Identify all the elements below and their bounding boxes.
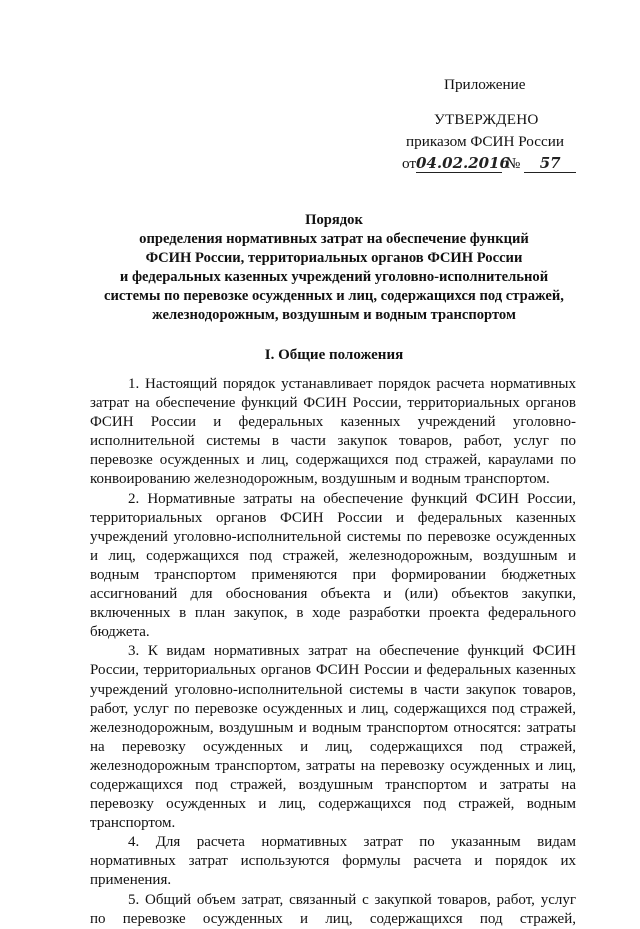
- document-title: [84, 211, 584, 325]
- date-prefix: от: [402, 155, 417, 172]
- approval-block: [392, 74, 602, 175]
- paragraph-2: 2. Нормативные затраты на обеспечение функций ФСИН России, территориальных органов ФСИН России и федеральных казенных учреждений уголовно-исполнительной системы по перевозке осужденных и лиц, содержащихся под стражей, железнодорожным, воздушным и водным транспортом применяются при формировании бюджетных ассигнований для обоснования объекта и (или) объектов закупки, включенных в план закупок, в ходе разработки проекта федерального бюджета.: [90, 490, 576, 641]
- paragraph-5: 5. Общий объем затрат, связанный с закупкой товаров, работ, услуг по перевозке осужденных и лиц, содержащихся под стражей,: [90, 891, 576, 927]
- order-reference: приказом ФСИН России: [406, 133, 564, 150]
- appendix-label: Приложение: [444, 76, 526, 93]
- paragraph-1: 1. Настоящий порядок устанавливает порядок расчета нормативных затрат на обеспечение функций ФСИН России, территориальных органов ФСИН России и федеральных казенных учреждений уголовно-исполнительной системы в части закупок товаров, работ, услуг по перевозке осужденных и лиц, содержащихся под стражей, караулами по конвоированию железнодорожным, воздушным и водным транспортом.: [90, 376, 576, 488]
- title-line: Порядок: [305, 212, 363, 228]
- handwritten-date: 04.02.2016: [416, 154, 510, 172]
- paragraph-3: 3. К видам нормативных затрат на обеспечение функций ФСИН России, территориальных органов ФСИН России и федеральных казенных учреждений уголовно-исполнительной системы в части закупок товаров, работ, услуг по перевозке осужденных и лиц, содержащихся под стражей, железнодорожным, воздушным и водным транспортом относятся: затраты на перевозку осужденных и лиц, содержащихся под стражей, железнодорожным транспортом, затраты на перевозку осужденных и лиц, содержащихся под стражей, воздушным транспортом и затраты на перевозку осужденных и лиц, содержащихся под стражей, водным транспортом.: [90, 643, 576, 832]
- order-date-line: [402, 153, 602, 175]
- number-prefix: №: [505, 155, 521, 172]
- handwritten-number: 57: [524, 154, 576, 173]
- document-body: [90, 375, 576, 929]
- title-line: ФСИН России, территориальных органов ФСИН России: [145, 250, 523, 266]
- section-heading: I. Общие положения: [264, 347, 404, 363]
- approved-stamp-text: УТВЕРЖДЕНО: [434, 111, 539, 128]
- title-line: определения нормативных затрат на обеспечение функций: [139, 231, 529, 247]
- title-line: железнодорожным, воздушным и водным транспортом: [152, 307, 516, 323]
- title-line: системы по перевозке осужденных и лиц, содержащихся под стражей,: [104, 288, 564, 304]
- paragraph-4: 4. Для расчета нормативных затрат по указанным видам нормативных затрат используются формулы расчета и порядок их применения.: [90, 834, 576, 889]
- title-line: и федеральных казенных учреждений уголовно-исполнительной: [119, 269, 549, 285]
